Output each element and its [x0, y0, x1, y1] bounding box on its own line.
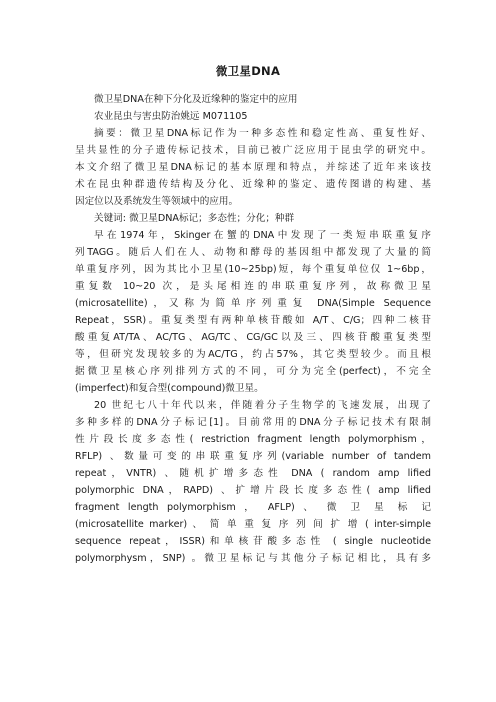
abstract-line: 术在昆虫种群遗传结构及分化、近缘种的鉴定、遗传图谱的构建、基	[75, 179, 431, 190]
body-line: 重复数 10~20 次，是头尾相连的串联重复序列，故称微卫星	[75, 281, 431, 292]
body-line: polymorphic DNA，RAPD) 、扩增片段长度多态性( amp lified	[75, 485, 431, 496]
body-line: RFLP) 、数量可变的串联重复序列(variable number of tandem	[75, 451, 431, 462]
body-line: polymorphysm，SNP) 。微卫星标记与其他分子标记相比，具有多	[75, 553, 431, 564]
body-line: 等，但研究发现较多的为AC/TG，约占57%，其它类型较少。而且根	[75, 349, 431, 360]
body-line: sequence repeat，ISSR)和单核苷酸多态性 ( single nucleotide	[75, 536, 431, 547]
abstract-line: 摘要：微卫星DNA标记作为一种多态性和稳定性高、重复性好、	[94, 128, 431, 139]
body-line: 20 世纪七八十年代以来，伴随着分子生物学的飞速发展，出现了	[94, 400, 431, 411]
body-line: 多种多样的DNA分子标记[1]。目前常用的DNA分子标记技术有限制	[75, 417, 431, 428]
abstract-line: 因定位以及系统发生等领域中的应用。	[75, 196, 239, 207]
keywords-line: 关键词: 微卫星DNA标记；多态性；分化；种群	[94, 213, 295, 224]
body-line: (imperfect)和复合型(compound)微卫星。	[75, 383, 264, 394]
author-line: 农业昆虫与害虫防治姚远 M071105	[94, 111, 248, 122]
body-line: 早在1974年，Skinger在蟹的DNA中发现了一类短串联重复序	[94, 230, 431, 241]
body-line: (microsatellite)，又称为简单序列重复 DNA(Simple Sequence	[75, 298, 431, 309]
body-line: 性片段长度多态性( restriction fragment length polymorphism，	[75, 434, 431, 445]
body-line: (microsatellite marker) 、 简 单 重 复 序 列 间 扩 增 ( inter-simple	[75, 519, 431, 530]
body-line: Repeat，SSR)。重复类型有两种单核苷酸如 A/T、C/G；四种二核苷	[75, 315, 431, 326]
abstract-line: 呈共显性的分子遗传标记技术，目前已被广泛应用于昆虫学的研究中。	[75, 145, 431, 156]
body-line: 据微卫星核心序列排列方式的不同，可分为完全(perfect)，不完全	[75, 366, 431, 377]
body-line: 列TAGG。随后人们在人、动物和酵母的基因组中都发现了大量的简	[75, 247, 431, 258]
document-title: 微卫星DNA	[215, 64, 281, 78]
body-line: fragment length polymorphism ， AFLP) 、 微 卫 星 标 记	[75, 502, 431, 513]
body-line: repeat，VNTR) 、随机扩增多态性 DNA ( random amp lified	[75, 468, 431, 479]
subtitle-line: 微卫星DNA在种下分化及近缘种的鉴定中的应用	[94, 94, 298, 105]
body-line: 酸重复AT/TA、AC/TG、AG/TC、CG/GC以及三、四核苷酸重复类型	[75, 332, 431, 343]
abstract-line: 本文介绍了微卫星DNA标记的基本原理和特点，并综述了近年来该技	[75, 162, 431, 173]
body-line: 单重复序列，因为其比小卫星(10~25bp)短，每个重复单位仅 1~6bp，	[75, 264, 431, 275]
